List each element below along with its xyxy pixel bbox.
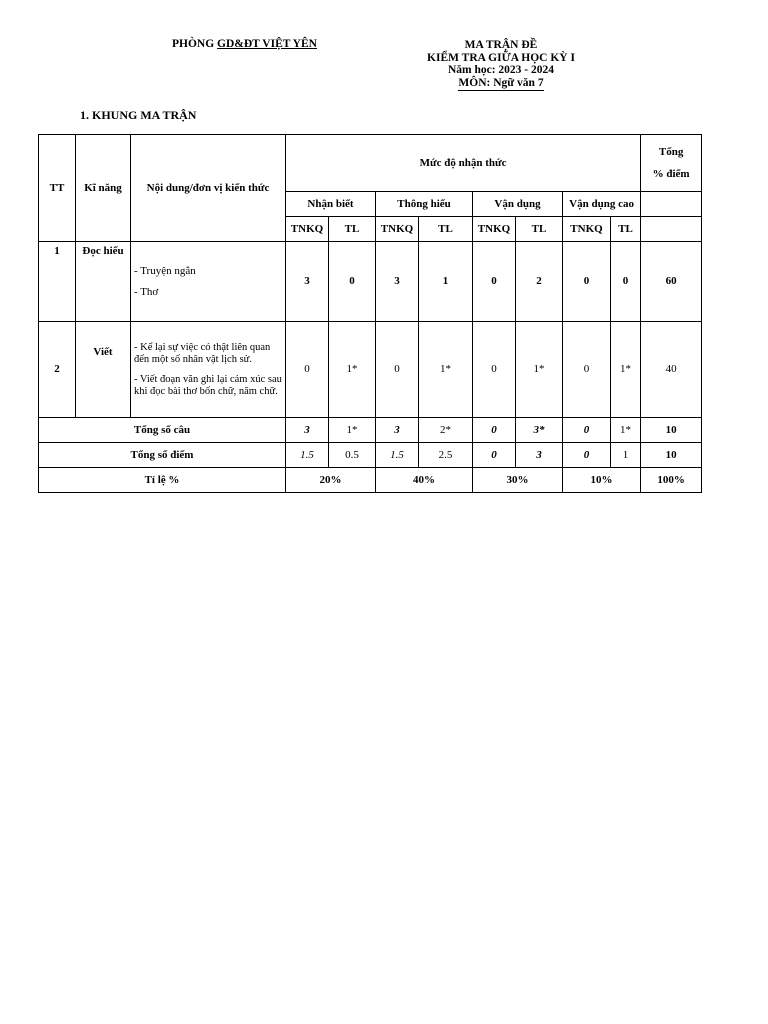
department-header: [172, 38, 317, 51]
content-item: - Viết đoạn văn ghi lại cảm xúc sau khi đọc bài thơ bốn chữ, năm chữ.: [134, 373, 282, 397]
summary-value: 0: [473, 418, 516, 443]
cell-value: 0: [473, 322, 516, 418]
ratio-value: 30%: [473, 468, 563, 493]
summary-label: Tổng số điểm: [39, 443, 286, 468]
row-total: 60: [641, 242, 702, 322]
ratio-total: 100%: [641, 468, 702, 493]
summary-row-points: [39, 443, 702, 468]
cell-value: 0: [473, 242, 516, 322]
empty-cell: [641, 217, 702, 242]
department-prefix: PHÒNG: [172, 38, 218, 50]
ratio-value: 10%: [563, 468, 641, 493]
col-level: Mức độ nhận thức: [286, 135, 641, 192]
summary-value: 1.5: [376, 443, 419, 468]
sub-header: TNKQ: [563, 217, 611, 242]
cell-value: 1: [419, 242, 473, 322]
row-skill-label: Viết: [93, 346, 113, 358]
summary-value: 1: [611, 443, 641, 468]
col-skill: Kĩ năng: [76, 135, 131, 242]
cell-value: 3: [286, 242, 329, 322]
cell-value: 1*: [329, 322, 376, 418]
summary-label: Tổng số câu: [39, 418, 286, 443]
row-content: [131, 242, 286, 322]
exam-subtitle: KIỂM TRA GIỮA HỌC KỲ I: [427, 51, 575, 64]
sub-header: TNKQ: [286, 217, 329, 242]
cell-value: 0: [563, 242, 611, 322]
summary-value: 0: [563, 418, 611, 443]
summary-label: Tỉ lệ %: [39, 468, 286, 493]
summary-value: 2.5: [419, 443, 473, 468]
row-skill: [76, 322, 131, 418]
matrix-table: [38, 134, 702, 493]
content-item: - Thơ: [134, 285, 159, 298]
cell-value: 3: [376, 242, 419, 322]
summary-total: 10: [641, 418, 702, 443]
cell-value: 0: [329, 242, 376, 322]
summary-value: 3*: [516, 418, 563, 443]
row-total: 40: [641, 322, 702, 418]
content-item: - Kể lại sự việc có thật liên quan đến một số nhân vật lịch sử.: [134, 341, 271, 365]
summary-value: 0: [563, 443, 611, 468]
level-application: Vận dụng: [473, 192, 563, 217]
col-total: [641, 135, 702, 192]
table-row: [39, 242, 702, 322]
department-name: GD&ĐT VIỆT YÊN: [217, 38, 317, 50]
col-content: Nội dung/đơn vị kiến thức: [131, 135, 286, 242]
sub-header: TL: [516, 217, 563, 242]
summary-value: 0.5: [329, 443, 376, 468]
summary-value: 3: [376, 418, 419, 443]
cell-value: 0: [611, 242, 641, 322]
summary-value: 1*: [329, 418, 376, 443]
summary-row-questions: [39, 418, 702, 443]
summary-row-ratio: [39, 468, 702, 493]
school-year: Năm học: 2023 - 2024: [447, 64, 555, 76]
exam-title: MA TRẬN ĐỀ: [464, 39, 538, 51]
sub-header: TL: [611, 217, 641, 242]
cell-value: 0: [376, 322, 419, 418]
cell-value: 0: [563, 322, 611, 418]
summary-value: 2*: [419, 418, 473, 443]
cell-value: 1*: [419, 322, 473, 418]
subject: MÔN: Ngữ văn 7: [458, 76, 544, 89]
level-understanding: Thông hiểu: [376, 192, 473, 217]
cell-value: 1*: [611, 322, 641, 418]
row-tt: 2: [39, 322, 76, 418]
ratio-value: 40%: [376, 468, 473, 493]
section-title: 1. KHUNG MA TRẬN: [80, 108, 197, 122]
cell-value: 2: [516, 242, 563, 322]
summary-total: 10: [641, 443, 702, 468]
exam-header: [420, 39, 582, 89]
ratio-value: 20%: [286, 468, 376, 493]
col-total-line1: Tổng: [658, 146, 684, 158]
level-advanced-application: Vận dụng cao: [563, 192, 641, 217]
table-row: [39, 322, 702, 418]
content-item: - Truyện ngắn: [134, 264, 196, 277]
summary-value: 3: [286, 418, 329, 443]
cell-value: 1*: [516, 322, 563, 418]
summary-value: 0: [473, 443, 516, 468]
sub-header: TNKQ: [376, 217, 419, 242]
col-total-line2: % điểm: [652, 168, 690, 180]
level-recognition: Nhận biết: [286, 192, 376, 217]
row-content: [131, 322, 286, 418]
sub-header: TL: [329, 217, 376, 242]
cell-value: 0: [286, 322, 329, 418]
header-row-1: [39, 135, 702, 192]
summary-value: 1.5: [286, 443, 329, 468]
sub-header: TNKQ: [473, 217, 516, 242]
row-tt: 1: [39, 242, 76, 322]
summary-value: 1*: [611, 418, 641, 443]
empty-cell: [641, 192, 702, 217]
summary-value: 3: [516, 443, 563, 468]
col-tt: TT: [39, 135, 76, 242]
row-skill: Đọc hiểu: [76, 242, 131, 322]
sub-header: TL: [419, 217, 473, 242]
